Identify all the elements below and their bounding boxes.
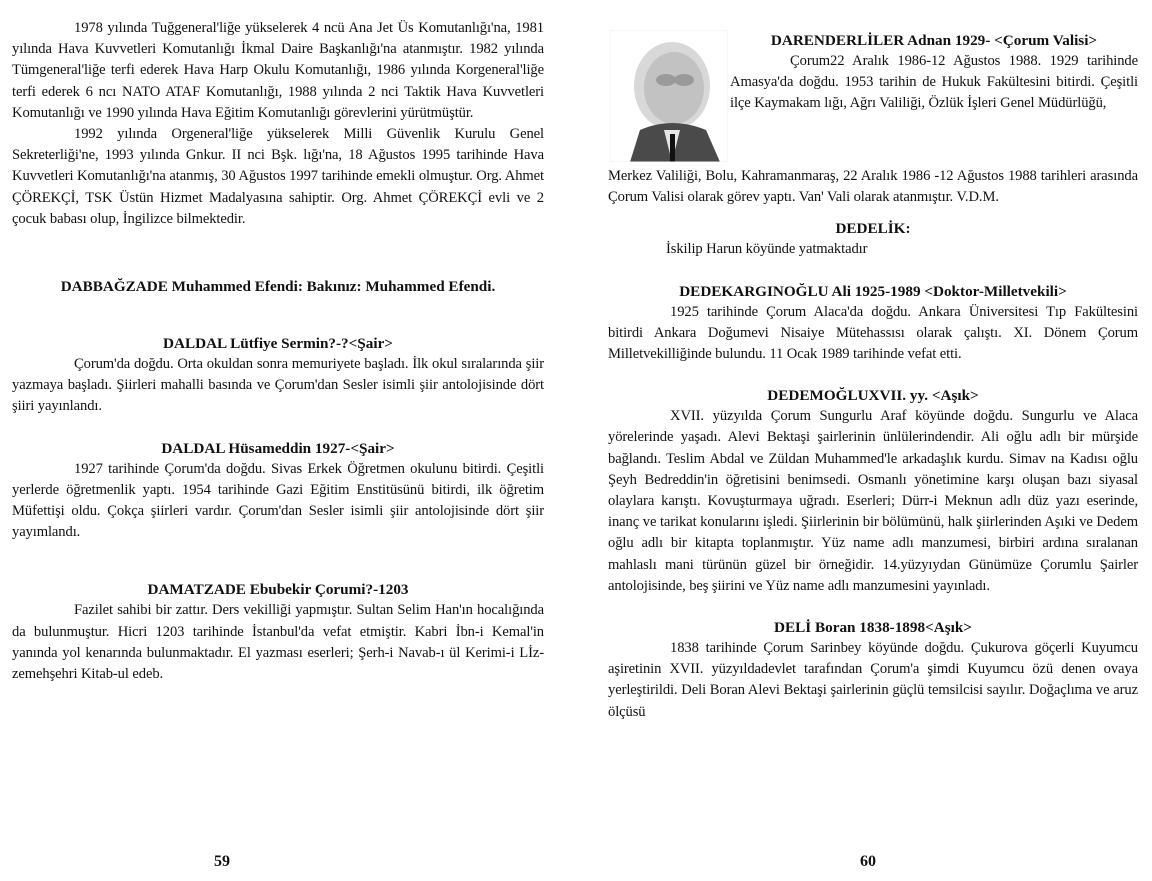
entry-heading: DAMATZADE Ebubekir Çorumi?-1203 (147, 581, 409, 599)
entry-daldal-husameddin (12, 438, 544, 544)
portrait-photo-icon (610, 30, 728, 162)
entry-body: İskilip Harun köyünde yatmaktadır (666, 241, 868, 258)
entry-heading: DEDEKARGINOĞLU Ali 1925-1989 <Doktor-Milletvekili> (679, 282, 1067, 300)
intro-paragraph-1: 1978 yılında Tuğgeneral'liğe yükselerek 4 ncü Ana Jet Üs Komutanlığı'na, 1981 yılında Hava Kuvvetleri Komutanlığı İkmal Daire Başkanlığı'na atanmıştır. 1982 yılında Tümgeneral'liğe terfi ederek Hava Harp Okulu Komutanlığı, 1986 yılında Korgeneral'liğe terfi ederek 6 ncı NATO ATAF Komutanlığı, 1988 yılında 2 nci Taktik Hava Kuvvetleri Komutanlığı ve 1990 yılında Hava Eğitim Komutanlığı görevlerini yürütmüştür. (12, 20, 544, 121)
entry-heading: DARENDERLİLER Adnan 1929- <Çorum Valisi> (770, 32, 1098, 49)
entry-heading: DALDAL Lütfiye Sermin?-?<Şair> (163, 335, 393, 353)
entry-daldal-lutfiye (12, 333, 544, 418)
entry-dedemoglu (608, 385, 1138, 597)
entry-heading: DEDELİK: (835, 220, 911, 238)
entry-damatzade (12, 579, 544, 685)
entry-body: 1925 tarihinde Çorum Alaca'da doğdu. Ankara Üniversitesi Tıp Fakültesini bitirdi Ankara Doğumevi Nisaiye Mütehassısı olarak çalıştı. XI. Dönem Çorum Milletvekilliğinde bulundu. 11 Ocak 1989 tarihinde vefat etti. (608, 303, 1138, 363)
entry-body-beside-photo: Çorum22 Aralık 1986-12 Ağustos 1988. 1929 tarihinde Amasya'da doğdu. 1953 tarihin de Hukuk Fakültesini bitirdi. Çeşitli ilçe Kaymakam lığı, Ağrı Valiliği, Özlük İşleri Genel Müdürlüğü, (730, 53, 1138, 112)
entry-heading: DEDEMOĞLUXVII. yy. <Aşık> (767, 387, 979, 405)
entry-dedekarginoglu (608, 281, 1138, 366)
darenderliler-text (730, 30, 1138, 115)
left-page-column (12, 18, 544, 685)
entry-body: XVII. yüzyılda Çorum Sungurlu Araf köyünde doğdu. Sungurlu ve Alaca yörelerinde yaşadı. Alevi Bektaşi şairlerinin ünlülerindendir. Ali oğlu adlı bir mürşide bağlandı. Teslim Abdal ve Züldan Muhammed'le arkadaşlık kurdu. Simav na Kadısı oğlu Şeyh Bedreddin'in öğretisini benimsedi. Osmanlı yönetimine karşı oluşan bazı siyasal olaylara karıştı. Kovuşturmaya uğradı. Eserleri; Dürr-i Meknun adlı düz yazı eserinde, inanç ve tarikat konularını işledi. Şiirlerinin bir bölümünü, halk şiirlerinden Aşıki ve Dedem oğlu adlı bir kitapta toplanmıştır. Yüz name adlı manzumesi, birbiri ardına sıralanan mahlaslı mani türünün güzel bir örneğidir. 14.yüzyıydan Günümüze Çorumlu Şairler antolojisinde, beş şiirini ve Yüz name adlı manzumesini yayınladı. (608, 408, 1138, 594)
entry-body: Fazilet sahibi bir zattır. Ders vekilliği yapmıştır. Sultan Selim Han'ın hocalığında da bulunmuştur. Hicri 1203 tarihinde İstanbul'da vefat etmiştir. Kabri İbn-i Kemal'in yanında yol kenarında bulunmaktadır. El yazması eserleri; Şerh-i Navab-ı ül Kerimi-i Lİz-zemehşehri Kitab-ul edeb. (12, 602, 544, 683)
intro-paragraph-2: 1992 yılında Orgeneral'liğe yükselerek Milli Güvenlik Kurulu Genel Sekreterliği'ne, 1993 yılında Gnkur. II nci Bşk. lığı'na, 18 Ağustos 1995 tarihinde Hava Kuvvetleri Komutanlığı'na atanmış, 30 Ağustos 1997 tarihinde emekli olmuştur. Org. Ahmet ÇÖREKÇİ, TSK Üstün Hizmet Madalyasına sahiptir. Org. Ahmet ÇÖREKÇİ evli ve 2 çocuk babası olup, İngilizce bilmektedir. (12, 126, 544, 227)
entry-dabbagzade (12, 276, 544, 297)
right-page-column (608, 30, 1138, 723)
right-page (576, 0, 1152, 881)
entry-heading: DELİ Boran 1838-1898<Aşık> (774, 619, 972, 637)
page-number: 60 (860, 853, 876, 870)
entry-body: 1927 tarihinde Çorum'da doğdu. Sivas Erkek Öğretmen okulunu bitirdi. Çeşitli yerlerde öğretmenlik yaptı. 1954 tarihinde Gazi Eğitim Enstitüsünü bitirdi, ilk öğretim Müfettişi oldu. Çokça şiirleri vardır. Çorum'dan Sesler isimli şiir antolojisinde dört şiir yayımlandı. (12, 460, 544, 541)
entry-deli-boran (608, 617, 1138, 723)
entry-body: 1838 tarihinde Çorum Sarinbey köyünde doğdu. Çukurova göçerli Kuyumcu aşiretinin XVII. yüzyıldadevlet tarafından Çorum'a şimdi Kuyumcu özü denen ovaya yerleştirildi. Deli Boran Alevi Bektaşi şairlerinin güçlü temsilcisi sayılır. Doğaçlıma ve aruz ölçüsü (608, 640, 1138, 720)
page-number: 59 (214, 853, 230, 870)
entry-heading: DABBAĞZADE Muhammed Efendi: Bakınız: Muhammed Efendi. (60, 278, 496, 296)
entry-heading: DALDAL Hüsameddin 1927-<Şair> (161, 439, 395, 457)
entry-darenderliler (608, 30, 1138, 162)
entry-body-continued: Merkez Valiliği, Bolu, Kahramanmaraş, 22 Aralık 1986 -12 Ağustos 1988 tarihleri arasında Çorum Valisi olarak görev yaptı. Van' Vali olarak atanmıştır. V.D.M. (608, 168, 1138, 206)
entry-body: Çorum'da doğdu. Orta okuldan sonra memuriyete başladı. İlk okul sıralarında şiir yazmaya başladı. Şiirleri mahalli basında ve Çorum'dan Sesler isimli şiir antolojisinde dört şiiri yayınlandı. (12, 356, 544, 415)
entry-dedelik (608, 218, 1138, 260)
